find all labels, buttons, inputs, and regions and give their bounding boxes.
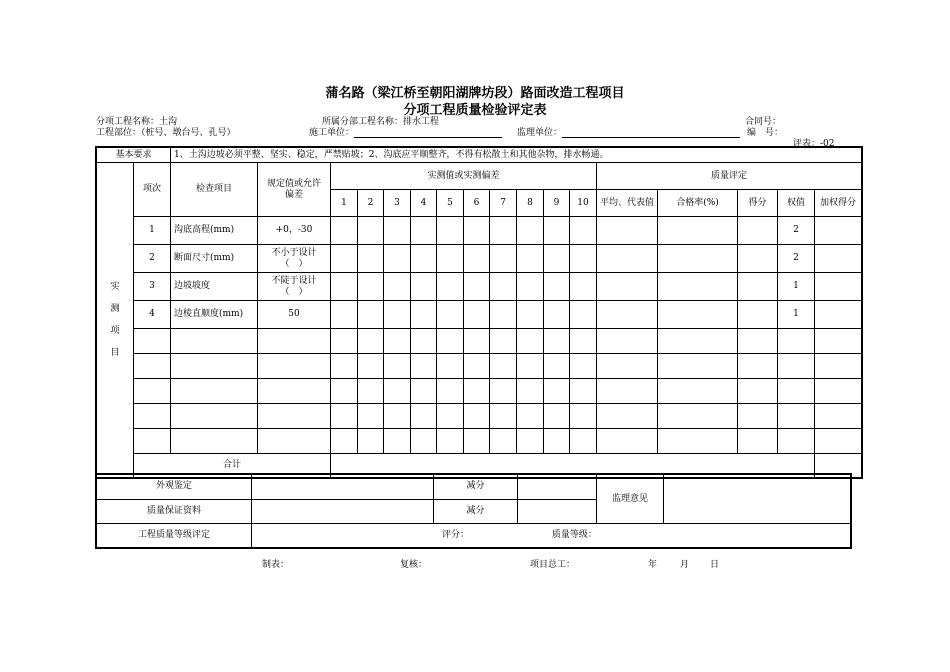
row-no: 3	[134, 273, 171, 301]
supervision-unit	[517, 125, 740, 138]
table-row	[97, 429, 862, 454]
form-subtitle: 分项工程质量检验评定表	[403, 103, 547, 118]
docs-value	[252, 499, 434, 524]
document-title: 蒲名路（梁江桥至朝阳湖牌坊段）路面改造工程项目	[325, 86, 625, 101]
measure-col-1: 1	[331, 190, 358, 217]
checked-by-label: 复核：	[400, 560, 428, 570]
basic-requirement-text: 1、土沟边坡必须平整、坚实、稳定，严禁贴坡；2、沟底应平顺整齐，不得有松散土和其他杂物，排水畅通。	[171, 148, 862, 163]
col-check-item: 检查项目	[171, 163, 258, 217]
parent-project-value: 排水工程	[403, 117, 440, 127]
row-item: 边棱直顺度(mm)	[171, 301, 258, 329]
table-row	[97, 301, 862, 329]
row-item: 边坡坡度	[171, 273, 258, 301]
construction-unit-label: 施工单位：	[309, 128, 355, 138]
number-label: 编 号：	[747, 128, 784, 138]
evaluation-table	[96, 474, 851, 548]
row-spec: 不小于设计（ ）	[258, 245, 331, 273]
table-row	[97, 404, 862, 429]
table-row	[97, 245, 862, 273]
construction-unit	[309, 125, 502, 138]
supervision-unit-field	[562, 127, 740, 138]
construction-unit-field	[354, 127, 502, 138]
appearance-value	[252, 475, 434, 500]
row-weight: 1	[778, 301, 815, 329]
month-label: 月	[680, 560, 690, 570]
supervision-opinion-label: 监理意见	[597, 475, 664, 523]
total-label: 合计	[134, 454, 331, 478]
docs-label: 质量保证资料	[97, 499, 252, 524]
score-label: 评分：	[442, 530, 470, 540]
measure-col-3: 3	[384, 190, 411, 217]
sub-project-label: 分项工程名称：	[96, 117, 160, 127]
basic-requirement-label: 基本要求	[97, 148, 171, 163]
side-char-3: 项	[110, 326, 120, 336]
col-item-no: 项次	[134, 163, 171, 217]
side-char-1: 实	[110, 282, 120, 292]
row-spec: 不陡于设计（ ）	[258, 273, 331, 301]
row-spec: 50	[258, 301, 331, 329]
day-label: 日	[710, 560, 720, 570]
measure-col-2: 2	[358, 190, 384, 217]
contract-label: 合同号：	[745, 117, 782, 127]
quality-grade-label: 质量等级：	[551, 530, 597, 540]
deduct-value-2	[518, 499, 597, 524]
col-weighted: 加权得分	[815, 190, 862, 217]
form-code: 评表：-02	[793, 139, 835, 149]
measure-col-5: 5	[437, 190, 464, 217]
side-char-2: 测	[110, 304, 120, 314]
col-measured-group: 实测值或实测偏差	[331, 163, 597, 190]
supervision-opinion	[597, 475, 851, 524]
row-weight: 2	[778, 245, 815, 273]
col-score: 得分	[738, 190, 778, 217]
row-item: 沟底高程(mm)	[171, 217, 258, 245]
row-no: 4	[134, 301, 171, 329]
parent-project-label: 所属分部工程名称：	[322, 117, 404, 127]
grade-label: 工程质量等级评定	[97, 524, 252, 548]
col-spec: 规定值或允许偏差	[258, 163, 331, 217]
location-label: 工程部位：（桩号、墩台号、孔号）	[96, 128, 236, 138]
supervision-unit-label: 监理单位：	[517, 128, 563, 138]
table-row	[97, 273, 862, 301]
inspection-table	[96, 147, 862, 478]
table-row	[97, 329, 862, 354]
row-no: 2	[134, 245, 171, 273]
made-by-label: 制表：	[262, 560, 290, 570]
side-char-4: 目	[110, 348, 120, 358]
table-row	[97, 217, 862, 245]
row-weight: 1	[778, 273, 815, 301]
col-avg: 平均、代表值	[597, 190, 658, 217]
sub-project-value: 土沟	[159, 117, 178, 127]
measure-col-7: 7	[490, 190, 517, 217]
measure-col-9: 9	[544, 190, 570, 217]
table-row	[97, 379, 862, 404]
deduct-value	[518, 475, 597, 500]
col-quality-group: 质量评定	[597, 163, 862, 190]
measure-col-8: 8	[517, 190, 544, 217]
measure-col-4: 4	[411, 190, 437, 217]
row-no: 1	[134, 217, 171, 245]
row-item: 断面尺寸(mm)	[171, 245, 258, 273]
row-spec: +0，-30	[258, 217, 331, 245]
appearance-label: 外观鉴定	[97, 475, 252, 500]
row-weight: 2	[778, 217, 815, 245]
year-label: 年	[648, 560, 658, 570]
table-row	[97, 354, 862, 379]
chief-engineer-label: 项目总工：	[530, 560, 576, 570]
deduct-label-2: 减分	[434, 499, 518, 524]
measure-col-10: 10	[570, 190, 597, 217]
grade-values	[252, 524, 851, 548]
col-pass-rate: 合格率(%)	[658, 190, 738, 217]
col-weight: 权值	[778, 190, 815, 217]
measure-col-6: 6	[464, 190, 490, 217]
side-label	[97, 163, 134, 478]
deduct-label: 减分	[434, 475, 518, 500]
